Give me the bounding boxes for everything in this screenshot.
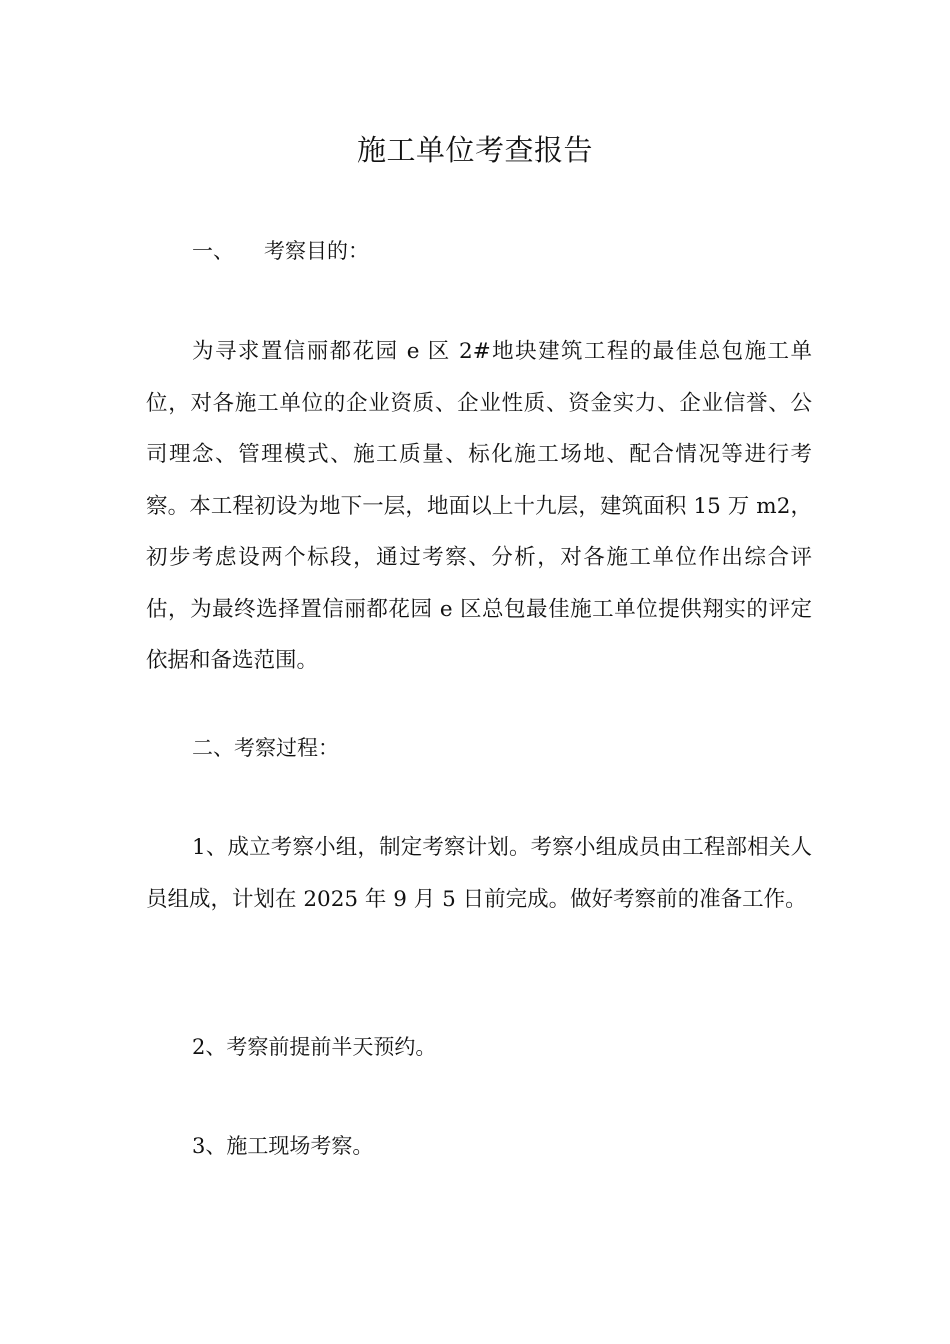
section-2-heading: 二、考察过程： (192, 736, 339, 760)
section-1-heading (192, 236, 369, 266)
section-2-item-1: 1、成立考察小组，制定考察计划。考察小组成员由工程部相关人员组成，计划在 2025 年 9 月 5 日前完成。做好考察前的准备工作。 (146, 835, 812, 912)
section-2-item-3: 3、施工现场考察。 (192, 1134, 374, 1158)
section-1-paragraph: 为寻求置信丽都花园 e 区 2#地块建筑工程的最佳总包施工单位，对各施工单位的企业资质、企业性质、资金实力、企业信誉、公司理念、管理模式、施工质量、标化施工场地、配合情况等进行考察。本工程初设为地下一层，地面以上十九层，建筑面积 15 万 m2，初步考虑设两个标段，通过考察、分析，对各施工单位作出综合评估，为最终选择置信丽都花园 e 区总包最佳施工单位提供翔实的评定依据和备选范围。 (146, 339, 812, 673)
section-1-number: 一、 (192, 239, 234, 263)
section-1-heading-text: 考察目的： (264, 239, 369, 263)
document-title: 施工单位考查报告 (356, 133, 593, 167)
section-2-item-2: 2、考察前提前半天预约。 (192, 1035, 437, 1059)
